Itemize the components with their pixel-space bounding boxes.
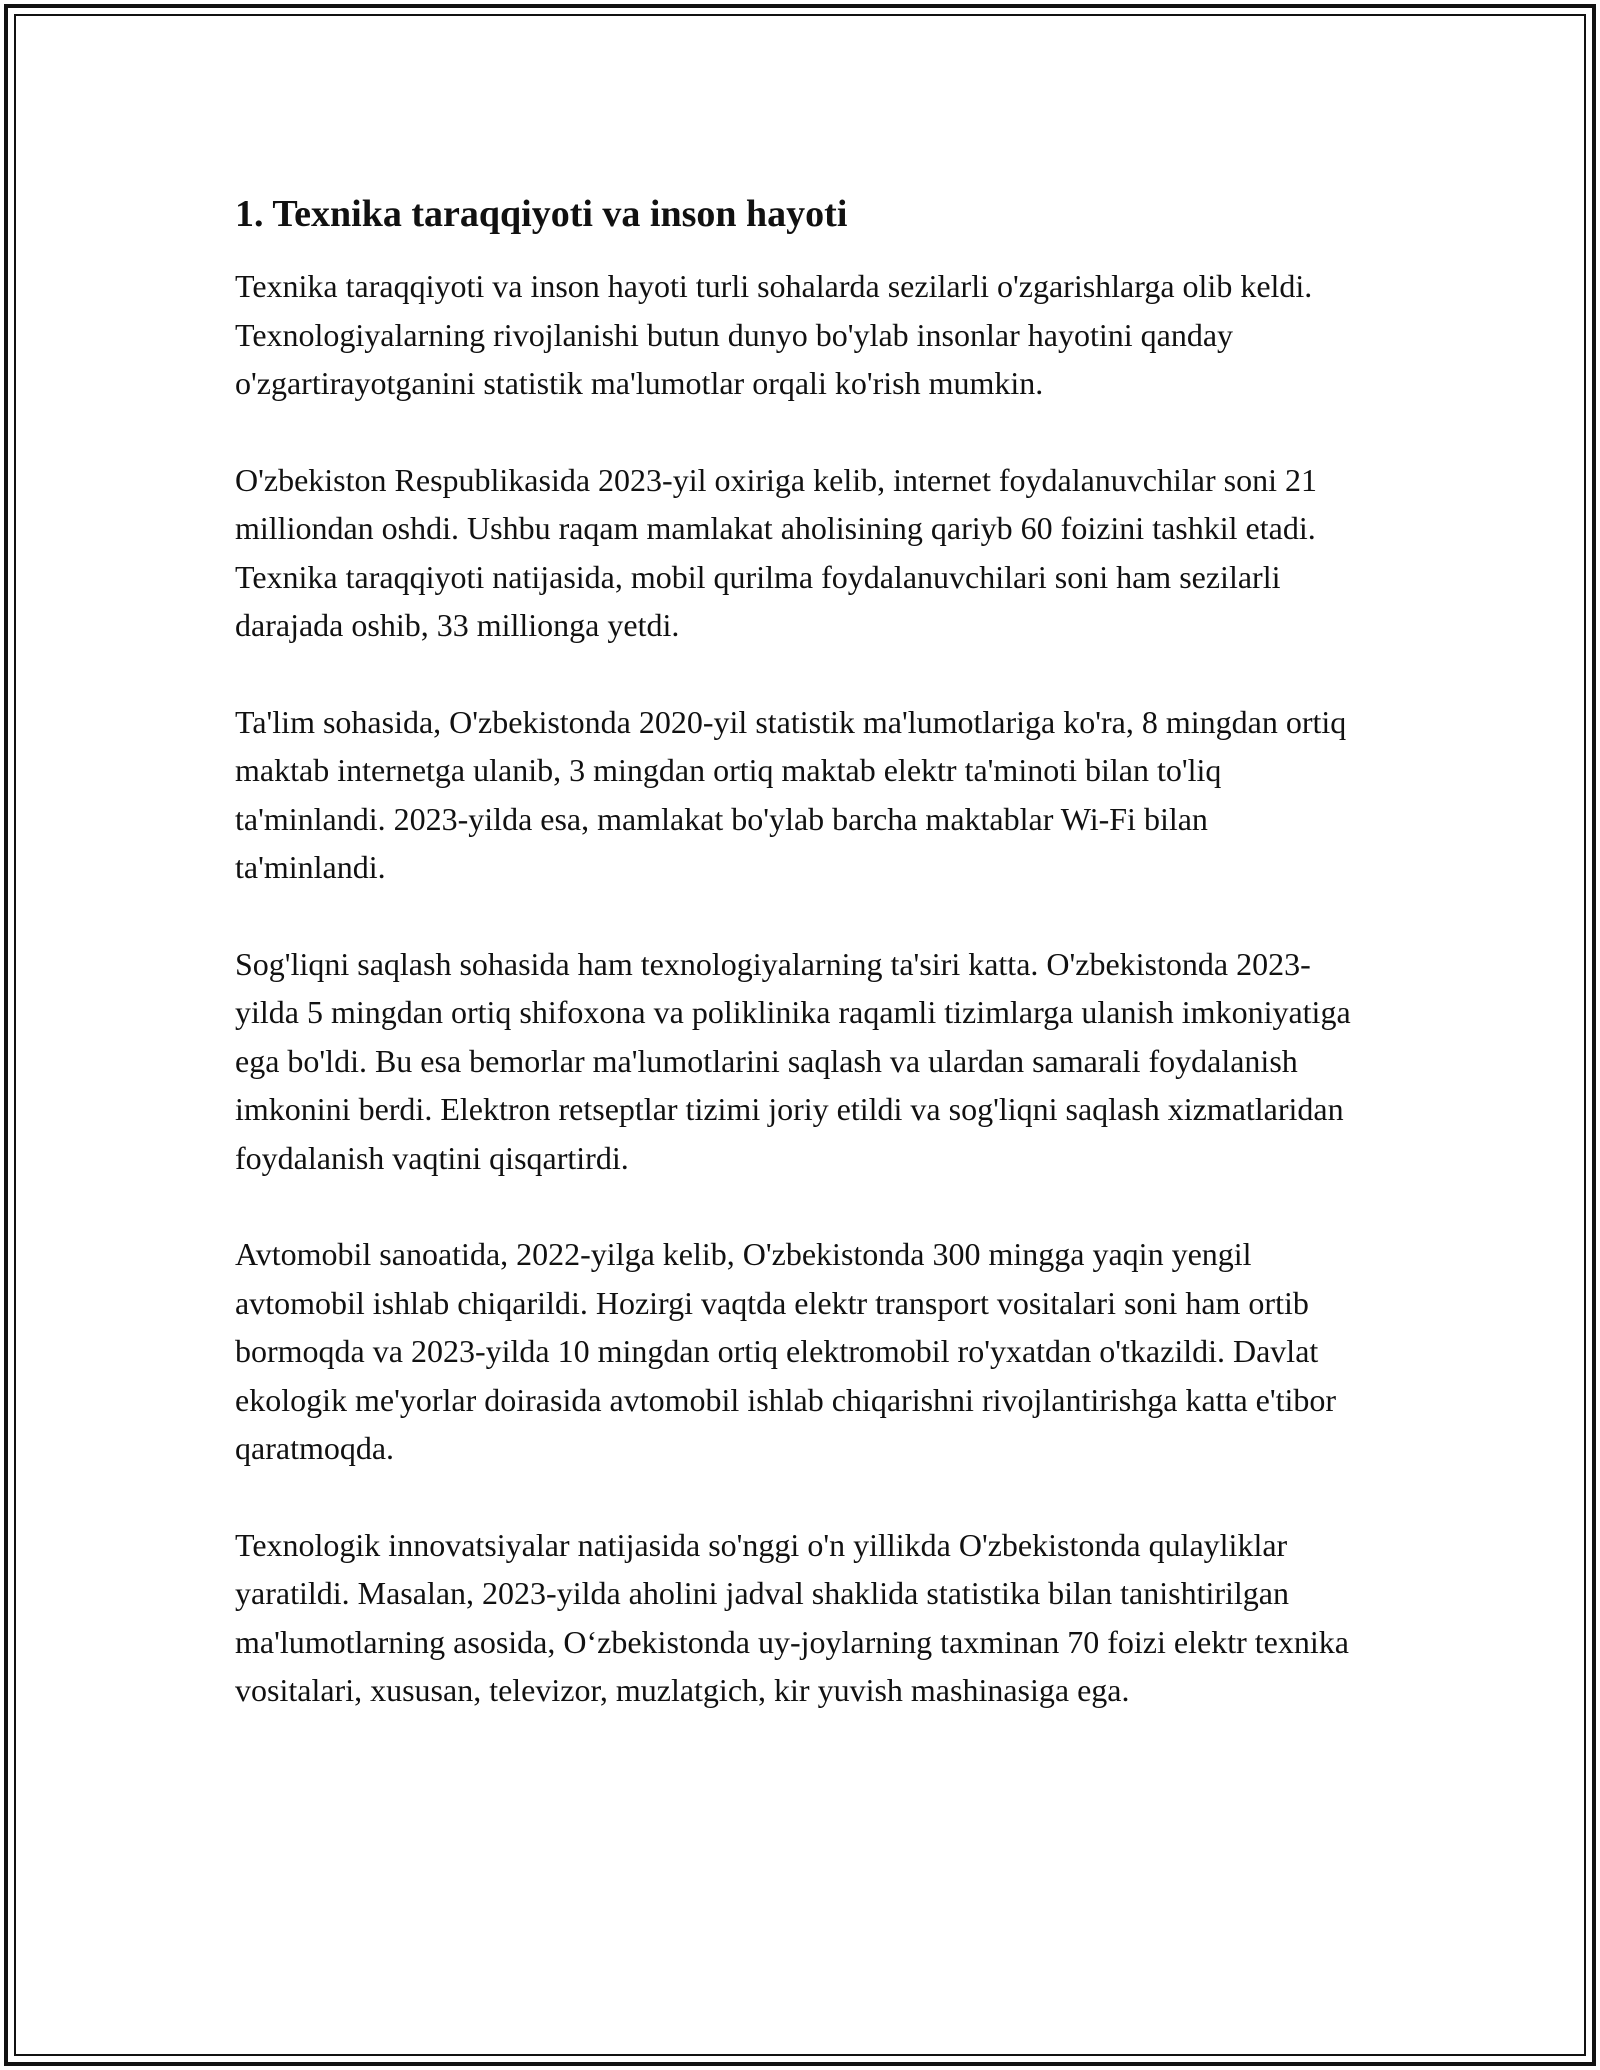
paragraph-innovation: Texnologik innovatsiyalar natijasida so'nggi o'n yillikda O'zbekistonda qulayliklar yaratildi. Masalan, 2023-yilda aholini jadval shaklida statistika bilan tanishtirilgan ma'lumotlarning asosida, O‘zbekistonda uy-joylarning taxminan 70 foizi elektr texnika vositalari, xususan, televizor, muzlatgich, kir yuvish mashinasiga ega. bbox=[235, 1526, 1349, 1708]
paragraph-automotive: Avtomobil sanoatida, 2022-yilga kelib, O'zbekistonda 300 mingga yaqin yengil avtomobil ishlab chiqarildi. Hozirgi vaqtda elektr transport vositalari soni ham ortib bormoqda va 2023-yilda 10 mingdan ortiq elektromobil ro'yxatdan o'tkazildi. Davlat ekologik me'yorlar doirasida avtomobil ishlab chiqarishni rivojlantirishga katta e'tibor qaratmoqda. bbox=[235, 1236, 1337, 1466]
paragraph-internet: O'zbekiston Respublikasida 2023-yil oxiriga kelib, internet foydalanuvchilar soni 21 milliondan oshdi. Ushbu raqam mamlakat aholisining qariyb 60 foizini tashkil etadi. Texnika taraqqiyoti natijasida, mobil qurilma foydalanuvchilari soni ham sezilarli darajada oshib, 33 millionga yetdi. bbox=[235, 461, 1317, 643]
paragraph-education: Ta'lim sohasida, O'zbekistonda 2020-yil statistik ma'lumotlariga ko'ra, 8 mingdan ortiq maktab internetga ulanib, 3 mingdan ortiq maktab elektr ta'minoti bilan to'liq ta'minlandi. 2023-yilda esa, mamlakat bo'ylab barcha maktablar Wi-Fi bilan ta'minlandi. bbox=[235, 703, 1347, 885]
document-body bbox=[235, 190, 1365, 1763]
section-heading: 1. Texnika taraqqiyoti va inson hayoti bbox=[235, 193, 848, 235]
paragraph-healthcare: Sog'liqni saqlash sohasida ham texnologiyalarning ta'siri katta. O'zbekistonda 2023-yilda 5 mingdan ortiq shifoxona va poliklinika raqamli tizimlarga ulanish imkoniyatiga ega bo'ldi. Bu esa bemorlar ma'lumotlarini saqlash va ulardan samarali foydalanish imkonini berdi. Elektron retseptlar tizimi joriy etildi va sog'liqni saqlash xizmatlaridan foydalanish vaqtini qisqartirdi. bbox=[235, 945, 1351, 1176]
paragraph-intro: Texnika taraqqiyoti va inson hayoti turli sohalarda sezilarli o'zgarishlarga olib keldi. Texnologiyalarning rivojlanishi butun dunyo bo'ylab insonlar hayotini qanday o'zgartirayotganini statistik ma'lumotlar orqali ko'rish mumkin. bbox=[235, 268, 1313, 401]
